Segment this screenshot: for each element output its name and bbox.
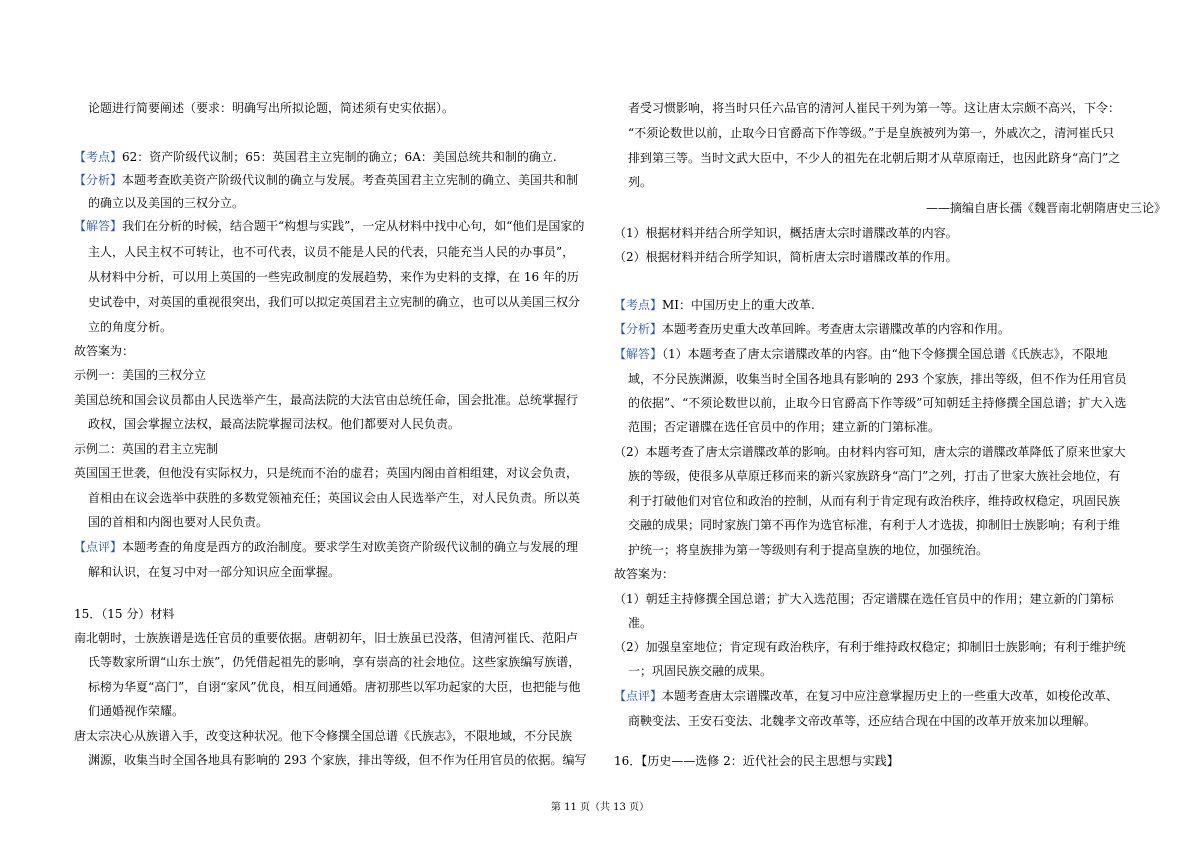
text-line xyxy=(614,322,1010,336)
text-line xyxy=(614,175,652,189)
text-line xyxy=(74,196,244,210)
section-tag: 【考点】 xyxy=(614,298,663,312)
line-text: 族的等级，使很多从草原迁移而来的新兴家族跻身“高门”之列，打击了世家大族社会地位，有 xyxy=(628,469,1121,483)
section-tag: 【分析】 xyxy=(74,173,123,187)
text-line xyxy=(74,368,206,382)
line-text: 的确立以及美国的三权分立。 xyxy=(88,196,245,210)
text-line xyxy=(614,226,958,240)
page-footer: 第 11 页（共 13 页） xyxy=(550,802,650,813)
text-line xyxy=(614,445,1126,459)
line-text: 交融的成果；同时家族门第不再作为选官标准，有利于人才选拔，抑制旧士族影响；有利于维 xyxy=(628,518,1121,532)
line-text: 标榜为华夏“高门”，自诩“家风”优良，相互间通婚。唐初那些以军功起家的大臣，也把能与他 xyxy=(88,680,581,694)
line-text: （1）本题考查了唐太宗谱牒改革的内容。由“他下令修撰全国总谱《氏族志》，不限地 xyxy=(662,347,1108,361)
text-line xyxy=(614,469,1120,483)
line-text: 列。 xyxy=(628,175,653,189)
line-text: 国的首相和内阁也要对人民负责。 xyxy=(88,515,269,529)
text-line xyxy=(74,344,134,358)
text-line xyxy=(74,417,460,431)
text-line xyxy=(74,704,184,718)
text-line xyxy=(74,565,340,579)
line-text: 论题进行简要阐述（要求：明确写出所拟论题，简述须有史实依据）。 xyxy=(88,101,455,115)
text-line xyxy=(74,540,578,554)
line-text: 故答案为： xyxy=(74,344,135,358)
line-text: 解和认识，在复习中对一部分知识应全面掌握。 xyxy=(88,565,341,579)
line-text: 唐太宗决心从族谱入手，改变这种状况。他下令修撰全国总谱《氏族志》，不限地域，不分民族 xyxy=(74,729,573,743)
section-tag: 【解答】 xyxy=(74,219,123,233)
section-tag: 【点评】 xyxy=(614,689,663,703)
text-line xyxy=(926,201,1166,215)
line-text: 氏等数家所谓“山东士族”，仍凭借起祖先的影响，享有崇高的社会地位。这些家族编写族谱， xyxy=(88,655,581,669)
line-text: 的依据”、“不须论数世以前，止取今日官爵高下作等级”可知朝廷主持修撰全国总谱；扩大入选 xyxy=(628,396,1127,410)
text-line xyxy=(614,126,1114,140)
text-line xyxy=(614,298,815,312)
text-line xyxy=(74,607,174,621)
text-line xyxy=(614,151,1120,165)
line-text: 们通婚视作荣耀。 xyxy=(88,704,185,718)
text-line xyxy=(74,631,578,645)
text-line xyxy=(74,491,580,505)
text-line xyxy=(74,245,574,259)
line-text: 立的角度分析。 xyxy=(88,320,173,334)
section-tag: 【分析】 xyxy=(614,322,663,336)
text-line xyxy=(74,442,218,456)
text-line xyxy=(614,396,1126,410)
text-line xyxy=(74,270,579,284)
text-line xyxy=(614,592,1114,606)
text-line xyxy=(614,616,652,630)
line-text: 我们在分析的时候，结合题干“构想与实践”，一定从材料中找中心句，如“他们是国家的 xyxy=(122,219,585,233)
text-line xyxy=(614,689,1118,703)
line-text: 范围；否定谱牒在选任官员中的作用；建立新的门第标准。 xyxy=(628,420,941,434)
line-text: 从材料中分析，可以用上英国的一些宪政制度的发展趋势，来作为史料的支撑，在 16 年的历 xyxy=(88,270,579,284)
text-line xyxy=(74,101,454,115)
line-text: 本题考查欧美资产阶级代议制的确立与发展。考查英国君主立宪制的确立、美国共和制 xyxy=(122,173,579,187)
section-tag: 【解答】 xyxy=(614,347,663,361)
text-line xyxy=(614,372,1127,386)
line-text: 美国总统和国会议员都由人民选举产生，最高法院的大法官由总统任命，国会批准。总统掌握行 xyxy=(74,393,579,407)
line-text: （1）根据材料并结合所学知识，概括唐太宗时谱牒改革的内容。 xyxy=(614,226,958,240)
text-line xyxy=(74,680,581,694)
text-line xyxy=(74,515,268,529)
line-text: ——摘编自唐长孺《魏晋南北朝隋唐史三论》 xyxy=(925,201,1166,215)
line-text: 利于打破他们对官位和政治的控制，从而有利于肯定现有政治秩序，维持政权稳定，巩固民族 xyxy=(628,494,1121,508)
line-text: 排到第三等。当时文武大臣中，不少人的祖先在北朝后期才从草原南迁，也因此跻身“高门”之 xyxy=(628,151,1121,165)
text-line xyxy=(614,567,674,581)
text-line xyxy=(614,664,772,678)
text-line xyxy=(614,543,988,557)
text-line xyxy=(74,219,584,233)
section-tag: 【考点】 xyxy=(74,150,123,164)
text-line xyxy=(74,655,580,669)
line-text: 域，不分民族渊源，收集当时全国各地具有影响的 293 个家族，排出等级，但不作为任用官员 xyxy=(628,372,1127,386)
line-text: 15．（15 分）材料 xyxy=(74,607,175,621)
text-line xyxy=(614,640,1126,654)
section-tag: 【点评】 xyxy=(74,540,123,554)
text-line xyxy=(614,494,1120,508)
text-line xyxy=(614,250,958,264)
text-line xyxy=(614,754,899,768)
line-text: MI：中国历史上的重大改革. xyxy=(662,298,815,312)
line-text: 故答案为： xyxy=(614,567,675,581)
line-text: 英国国王世袭，但他没有实际权力，只是统而不治的虚君；英国内阁由首相组建，对议会负责， xyxy=(74,466,579,480)
line-text: 本题考查的角度是西方的政治制度。要求学生对欧美资产阶级代议制的确立与发展的理 xyxy=(122,540,579,554)
line-text: 一；巩固民族交融的成果。 xyxy=(628,664,773,678)
line-text: “不须论数世以前，止取今日官爵高下作等级。”于是皇族被列为第一，外戚次之，清河崔氏只 xyxy=(628,126,1115,140)
text-line xyxy=(74,753,587,767)
text-line xyxy=(74,173,578,187)
line-text: 示例二：英国的君主立宪制 xyxy=(74,442,219,456)
line-text: 商鞅变法、王安石变法、北魏孝文帝改革等，还应结合现在中国的改革开放来加以理解。 xyxy=(628,714,1097,728)
text-line xyxy=(74,393,578,407)
line-text: 本题考查唐太宗谱牒改革，在复习中应注意掌握历史上的一些重大改革，如梭伦改革、 xyxy=(662,689,1119,703)
line-text: 16．【历史——选修 2：近代社会的民主思想与实践】 xyxy=(614,754,899,768)
line-text: 史试卷中，对英国的重视很突出，我们可以拟定英国君主立宪制的确立，也可以从美国三权分 xyxy=(88,295,581,309)
line-text: 主人，人民主权不可转让，也不可代表，议员不能是人民的代表，只能充当人民的办事员”， xyxy=(88,245,575,259)
text-line xyxy=(614,714,1096,728)
line-text: 南北朝时，士族族谱是选任官员的重要依据。唐朝初年，旧士族虽已没落，但清河崔氏、范阳卢 xyxy=(74,631,579,645)
line-text: （2）本题考查了唐太宗谱牒改革的影响。由材料内容可知，唐太宗的谱牒改革降低了原来世家大 xyxy=(614,445,1126,459)
line-text: （2）加强皇室地位；肯定现有政治秩序，有利于维持政权稳定；抑制旧士族影响；有利于维护统 xyxy=(614,640,1126,654)
text-line xyxy=(614,420,940,434)
line-text: （1）朝廷主持修撰全国总谱；扩大入选范围；否定谱牒在选任官员中的作用；建立新的门第标 xyxy=(614,592,1114,606)
line-text: 护统一；将皇族排为第一等级则有利于提高皇族的地位，加强统治。 xyxy=(628,543,989,557)
line-text: 者受习惯影响，将当时只任六品官的清河人崔民干列为第一等。这让唐太宗颇不高兴，下令： xyxy=(628,101,1121,115)
line-text: 本题考查历史重大改革回眸。考查唐太宗谱牒改革的内容和作用。 xyxy=(662,322,1011,336)
line-text: 首相由在议会选举中获胜的多数党领袖充任；英国议会由人民选举产生，对人民负责。所以英 xyxy=(88,491,581,505)
line-text: （2）根据材料并结合所学知识，简析唐太宗时谱牒改革的作用。 xyxy=(614,250,958,264)
text-line xyxy=(74,466,578,480)
text-line xyxy=(614,347,1108,361)
line-text: 示例一：美国的三权分立 xyxy=(74,368,207,382)
text-line xyxy=(74,729,572,743)
line-text: 准。 xyxy=(628,616,653,630)
text-line xyxy=(74,150,557,164)
text-line xyxy=(614,101,1120,115)
text-line xyxy=(614,518,1120,532)
line-text: 渊源，收集当时全国各地具有影响的 293 个家族，排出等级，但不作为任用官员的依据。编写 xyxy=(88,753,587,767)
line-text: 政权，国会掌握立法权，最高法院掌握司法权。他们都要对人民负责。 xyxy=(88,417,461,431)
line-text: 62：资产阶级代议制；65：英国君主立宪制的确立；6A：美国总统共和制的确立. xyxy=(122,150,557,164)
text-line xyxy=(74,320,172,334)
text-line xyxy=(74,295,580,309)
